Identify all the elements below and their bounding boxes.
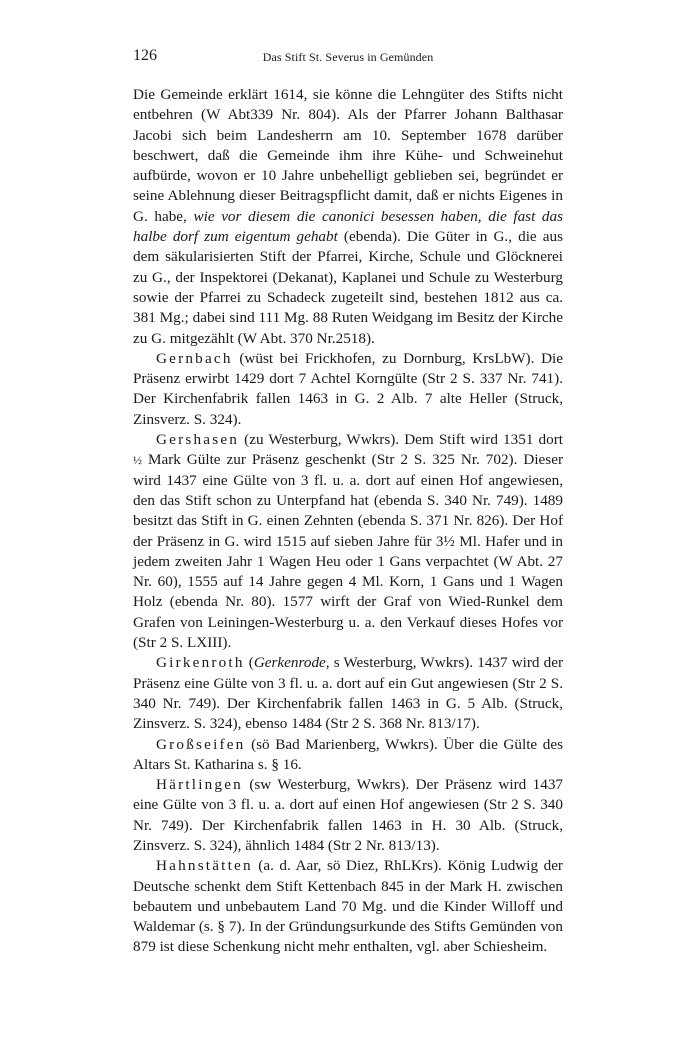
entry-text: (sö Bad Marienberg, Wwkrs). Über die Gülte des Altars St. Katharina s. § 16. <box>133 735 564 773</box>
entry-text: Ml. Hafer und in jedem zweiten Jahr 1 Wagen Heu oder 1 Gans verpachtet (W Abt. 27 Nr. 60), 1555 auf 14 Jahre gegen 4 Ml. Korn, 1 Gans und 1 Wagen Holz (ebenda Nr. 80). 1577 wirft der Graf von Wied-Runkel dem Grafen von Leiningen-Westerburg u. a. den Verkauf dieses Hofes vor (Str 2 S. LXIII). <box>133 532 564 652</box>
body-text <box>133 85 563 958</box>
entry-grossseifen <box>133 735 563 776</box>
entry-text: s Westerburg, Wwkrs). 1437 wird der Präsenz eine Gülte von 3 fl. u. a. dort auf ein Gut angewiesen (Str 2 S. 340 Nr. 749). Der Kirchenfabrik fallen 1463 in G. 5 Alb. (Struck, Zinsverz. S. 324), ebenso 1484 (Str 2 S. 368 Nr. 813/17). <box>133 654 564 733</box>
place-name: Härtlingen <box>156 776 243 794</box>
entry-text: Mark Gülte zur Präsenz geschenkt (Str 2 S. 325 Nr. 702). Dieser wird 1437 eine Gülte von 3 fl. u. a. dort auf einen Hof angewiesen, den das Stift schon zu Unterpfand hat (ebenda S. 340 Nr. 749). 1489 besitzt das Stift in G. einen Zehnten (ebenda S. 371 Nr. 826). Der Hof der Präsenz in G. wird 1515 auf sieben Jahre für <box>133 451 563 550</box>
entry-gernbach <box>133 349 563 430</box>
quotation: wie vor diesem die canonici besessen haben, die fast das halbe dorf zum eigentum gehabt <box>133 207 564 246</box>
name-variant: Gerkenrode, <box>253 654 330 672</box>
fraction: ½ <box>133 453 142 468</box>
paragraph-text: Die Gemeinde erklärt 1614, sie könne die Lehngüter des Stifts nicht entbehren (W Abt339 Nr. 804). Als der Pfarrer Johann Balthasar Jacobi sich beim Landesherrn am 10. September 1678 darüber beschwert, daß die Gemeinde ihm ihre Kühe- und Schweinehut aufbürde, wovon er 10 Jahre unbehelligt geblieben sei, begründet er seine Ablehnung dieser Beitragspflicht damit, daß er nichts Eigenes in G. habe, <box>133 86 563 225</box>
page-number: 126 <box>133 47 157 64</box>
place-name: Gernbach <box>156 349 233 367</box>
running-title: Das Stift St. Severus in Gemünden <box>262 50 434 64</box>
entry-text: (a. d. Aar, sö Diez, RhLKrs). König Ludwig der Deutsche schenkt dem Stift Kettenbach 845 in der Mark H. zwischen bebautem und unbebautem Land 70 Mg. und die Kinder Willoff und Waldemar (s. § 7). In der Gründungsurkunde des Stifts Gemünden von 879 ist diese Schenkung nicht mehr enthalten, vgl. aber Schiesheim. <box>133 857 563 956</box>
open-paren: ( <box>248 654 254 672</box>
place-name: Hahnstätten <box>156 857 253 875</box>
entry-hahnstaetten <box>133 856 563 957</box>
page-header <box>133 47 563 71</box>
entry-text: (sw Westerburg, Wwkrs). Der Präsenz wird 1437 eine Gülte von 3 fl. u. a. dort auf einen Hof angewiesen (Str 2 S. 340 Nr. 749). Der Kirchenfabrik fallen 1463 in H. 30 Alb. (Struck, Zinsverz. S. 324), ähnlich 1484 (Str 2 Nr. 813/13). <box>133 776 564 854</box>
entry-gershasen <box>133 430 563 653</box>
entry-girkenroth <box>133 653 563 734</box>
entry-text: (zu Westerburg, Wwkrs). Dem Stift wird 1351 dort <box>244 431 563 449</box>
place-name: Gershasen <box>156 431 240 449</box>
paragraph-gemuenden-continued <box>133 85 563 349</box>
place-name: Großseifen <box>156 735 246 753</box>
entry-haertlingen <box>133 775 563 856</box>
paragraph-text: (ebenda). Die Güter in G., die aus dem säkularisierten Stift der Pfarrei, Kirche, Schule und Glöcknerei zu G., der Inspektorei (Dekanat), Kaplanei und Schule zu Westerburg sowie der Pfarrei zu Schadeck zugeteilt sind, bestehen 1812 aus ca. 381 Mg.; dabei sind 111 Mg. 88 Ruten Weidgang im Besitz der Kirche zu G. mitgezählt (W Abt. 370 Nr.2518). <box>133 228 563 347</box>
fraction-amount: 3½ <box>435 532 455 550</box>
place-name: Girkenroth <box>156 654 245 672</box>
entry-text: (wüst bei Frickhofen, zu Dornburg, KrsLbW). Die Präsenz erwirbt 1429 dort 7 Achtel Korngülte (Str 2 S. 337 Nr. 741). Der Kirchenfabrik fallen 1463 in G. 2 Alb. 7 alte Heller (Struck, Zinsverz. S. 324). <box>133 349 563 428</box>
